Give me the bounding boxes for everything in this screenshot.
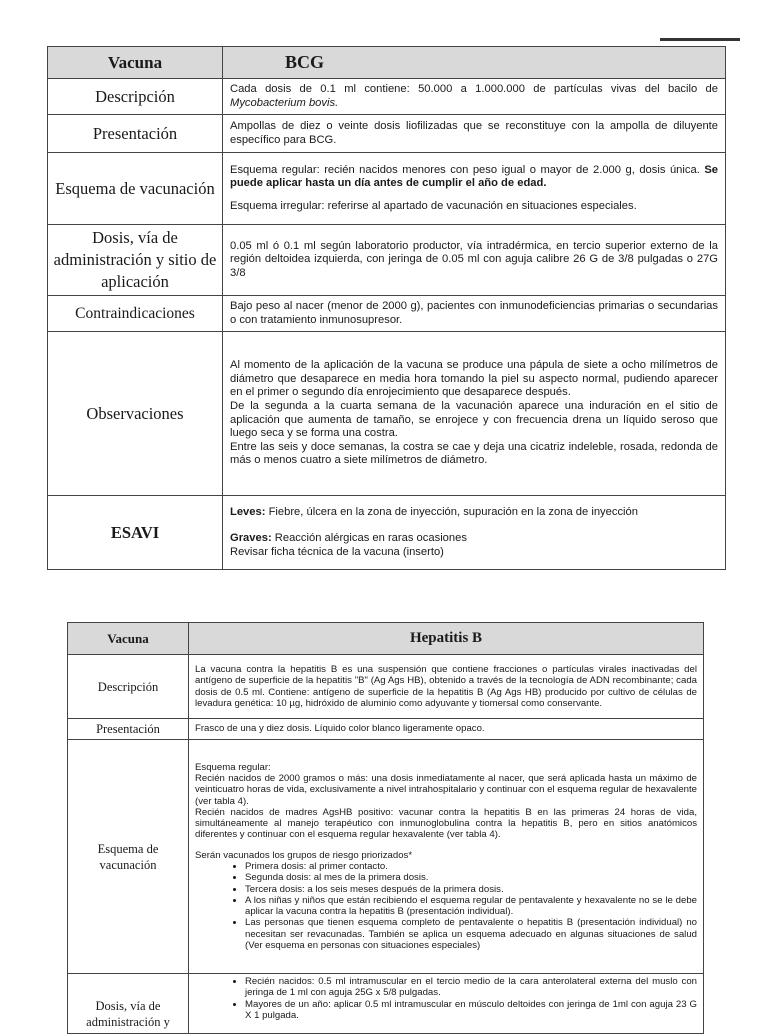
bcg-dosis-row [48, 225, 726, 296]
bcg-contraindicaciones-row [48, 296, 726, 332]
hepb-dosis-label: Dosis, vía de administración y [68, 974, 189, 1034]
bcg-table [47, 46, 726, 570]
bcg-observaciones-p2: De la segunda a la cuarta semana de la vacunación aparece una induración en el sitio de aplicación que aumenta de tamaño, se enrojece y con frecuencia drena un líquido seroso que luego seca y se forma una costra. [230, 399, 718, 440]
hepb-esquema-p2: Recién nacidos de madres AgsHB positivo: vacunar contra la hepatitis B en las primeras 24 horas de vida, simultáneamente al manejo terapéutico con inmunoglobulina contra la hepatitis B, pero en sitios anatómicos diferentes y continuar con el esquema regular hexavalente (ver tabla 4). [195, 806, 697, 841]
bcg-header-row [48, 47, 726, 79]
bcg-header-label: Vacuna [48, 47, 223, 79]
list-item: • Mayores de un año: aplicar 0.5 ml intramuscular en músculo deltoides con jeringa de 1ml con aguja 23 G X 1 pulgada. [245, 999, 697, 1022]
hepb-esquema-list [195, 861, 697, 951]
bcg-contraindicaciones-value: Bajo peso al nacer (menor de 2000 g), pacientes con inmunodeficiencias primarias o secundarias o con tratamiento inmunosupresor. [223, 296, 726, 332]
hepb-esquema-riesgo: Serán vacunados los grupos de riesgo priorizados* [195, 849, 413, 861]
bcg-esquema-regular-bold: Se puede aplicar hasta un día antes de cumplir el año de edad. [230, 163, 719, 190]
bcg-presentacion-row [48, 115, 726, 153]
bcg-observaciones-label: Observaciones [48, 332, 223, 496]
hepb-descripcion-label: Descripción [68, 655, 189, 719]
bcg-observaciones-value [223, 332, 726, 496]
hepb-esquema-value [189, 740, 704, 974]
bcg-esavi-label: ESAVI [48, 496, 223, 570]
bcg-dosis-label: Dosis, vía de administración y sitio de aplicación [48, 225, 223, 296]
hepb-esquema-label: Esquema de vacunación [68, 740, 189, 974]
bcg-esquema-row [48, 153, 726, 225]
bcg-observaciones-row [48, 332, 726, 496]
bcg-esquema-regular: Esquema regular: recién nacidos menores con peso igual o mayor de 2.000 g, dosis única. [230, 163, 700, 176]
hepb-esquema-regular-title: Esquema regular: [195, 761, 271, 773]
list-item: • Primera dosis: al primer contacto. [245, 861, 697, 872]
hepb-descripcion-value: La vacuna contra la hepatitis B es una suspensión que contiene fracciones o partículas virales inactivadas del antígeno de superficie de la hepatitis "B" (Ag Ags HB), obtenido a través de la tecnología de ADN recombinante; cada dosis de 0.5 ml. Contiene: antígeno de superficie de la hepatitis B (Ag Ags HB) producido por cultivo de células de levadura genética: 10 µg, hidróxido de aluminio como adyuvante y tiomersal como conservante. [189, 655, 704, 719]
list-item: • Segunda dosis: al mes de la primera dosis. [245, 872, 697, 883]
hepb-esquema-p1: Recién nacidos de 2000 gramos o más: una dosis inmediatamente al nacer, que será aplicada hasta un máximo de veinticuatro horas de vida, exclusivamente a nivel intrahospitalario y continuar con el esquema regular de hexavalente (ver tabla 4). [195, 772, 697, 807]
hepb-header-row [68, 623, 704, 655]
bcg-esavi-graves-label: Graves: [230, 532, 272, 545]
hepb-presentacion-value: Frasco de una y diez dosis. Líquido color blanco ligeramente opaco. [189, 719, 704, 740]
hepb-header-label: Vacuna [68, 623, 189, 655]
bcg-esavi-value [223, 496, 726, 570]
hepb-presentacion-label: Presentación [68, 719, 189, 740]
hepb-dosis-value [189, 974, 704, 1034]
bcg-descripcion-italic: Mycobacterium bovis. [230, 96, 339, 109]
bcg-esquema-irregular: Esquema irregular: referirse al apartado de vacunación en situaciones especiales. [230, 199, 637, 212]
list-item: • Recién nacidos: 0.5 ml intramuscular en el tercio medio de la cara anterolateral externa del muslo con jeringa de 1 ml con aguja 25G x 5/8 pulgadas. [245, 976, 697, 999]
bcg-esavi-graves: Reacción alérgicas en raras ocasiones [274, 532, 467, 545]
bcg-descripcion-text: Cada dosis de 0.1 ml contiene: 50.000 a 1.000.000 de partículas vivas del bacilo de [230, 82, 718, 95]
bcg-esavi-row [48, 496, 726, 570]
bcg-header-name: BCG [223, 47, 726, 79]
bcg-observaciones-p1: Al momento de la aplicación de la vacuna se produce una pápula de siete a ocho milímetros de diámetro que desaparece en media hora tomando la piel su aspecto normal, pudiendo aparecer en el primer o segundo día enrojecimiento que desaparece después. [230, 359, 718, 399]
bcg-descripcion-value [223, 79, 726, 115]
bcg-descripcion-label: Descripción [48, 79, 223, 115]
bcg-esavi-ficha: Revisar ficha técnica de la vacuna (inserto) [230, 545, 444, 558]
bcg-presentacion-label: Presentación [48, 115, 223, 153]
hepb-header-name: Hepatitis B [189, 623, 704, 655]
hepb-descripcion-row [68, 655, 704, 719]
bcg-presentacion-value: Ampollas de diez o veinte dosis liofilizadas que se reconstituye con la ampolla de diluyente específico para BCG. [223, 115, 726, 153]
bcg-esquema-label: Esquema de vacunación [48, 153, 223, 225]
bcg-esavi-leves-label: Leves: [230, 505, 266, 518]
hepb-dosis-list [195, 976, 697, 1021]
bcg-descripcion-row [48, 79, 726, 115]
bcg-esquema-value [223, 153, 726, 225]
bcg-observaciones-p3: Entre las seis y doce semanas, la costra se cae y deja una cicatriz indeleble, rosada, redonda de más o menos cuatro a siete milímetros de diámetro. [230, 440, 718, 467]
hepb-table [67, 622, 704, 1034]
list-item: • Tercera dosis: a los seis meses después de la primera dosis. [245, 884, 697, 895]
hepb-presentacion-row [68, 719, 704, 740]
bcg-contraindicaciones-label: Contraindicaciones [48, 296, 223, 332]
hepb-esquema-row [68, 740, 704, 974]
hepb-dosis-row [68, 974, 704, 1034]
list-item: • A los niñas y niños que están recibiendo el esquema regular de pentavalente y hexavalente no se le debe aplicar la vacuna contra la hepatitis B (presentación individual). [245, 895, 697, 918]
top-rule [660, 38, 740, 41]
bcg-esavi-leves: Fiebre, úlcera en la zona de inyección, supuración en la zona de inyección [268, 505, 638, 518]
list-item: • Las personas que tienen esquema completo de pentavalente o hepatitis B (presentación individual) no necesitan ser revacunadas. También se aplica un esquema adecuado en algunas situaciones de salud (Ver esquema en personas con situaciones especiales) [245, 917, 697, 951]
bcg-dosis-value: 0.05 ml ó 0.1 ml según laboratorio productor, vía intradérmica, en tercio superior externo de la región deltoidea izquierda, con jeringa de 0.05 ml con aguja calibre 26 G de 3/8 pulgadas o 27G 3/8 [223, 225, 726, 296]
